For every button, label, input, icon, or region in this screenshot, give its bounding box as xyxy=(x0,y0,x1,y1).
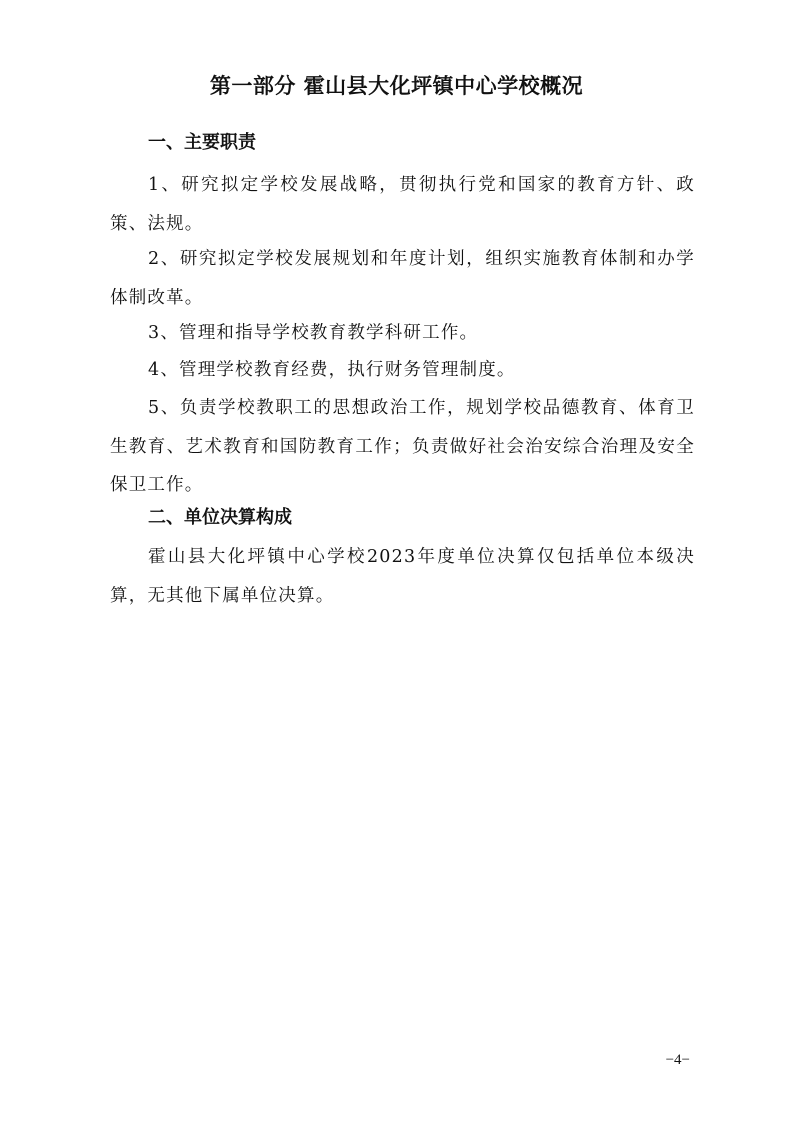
duty-item-4: 4、管理学校教育经费，执行财务管理制度。 xyxy=(148,360,516,380)
duty-item-1: 1、研究拟定学校发展战略，贯彻执行党和国家的教育方针、政策、法规。 xyxy=(110,175,695,234)
duty-item-3: 3、管理和指导学校教育教学科研工作。 xyxy=(148,323,479,343)
page-title: 第一部分 霍山县大化坪镇中心学校概况 xyxy=(209,73,584,98)
section-heading-composition: 二、单位决算构成 xyxy=(148,507,292,528)
duty-item-2: 2、研究拟定学校发展规划和年度计划，组织实施教育体制和办学体制改革。 xyxy=(110,249,695,308)
duty-item-5: 5、负责学校教职工的思想政治工作，规划学校品德教育、体育卫生教育、艺术教育和国防教育工作；负责做好社会治安综合治理及安全保卫工作。 xyxy=(110,398,695,495)
composition-body: 霍山县大化坪镇中心学校2023年度单位决算仅包括单位本级决算，无其他下属单位决算。 xyxy=(110,547,695,606)
page-number: −4− xyxy=(665,1052,690,1068)
section-heading-duties: 一、主要职责 xyxy=(148,132,256,153)
